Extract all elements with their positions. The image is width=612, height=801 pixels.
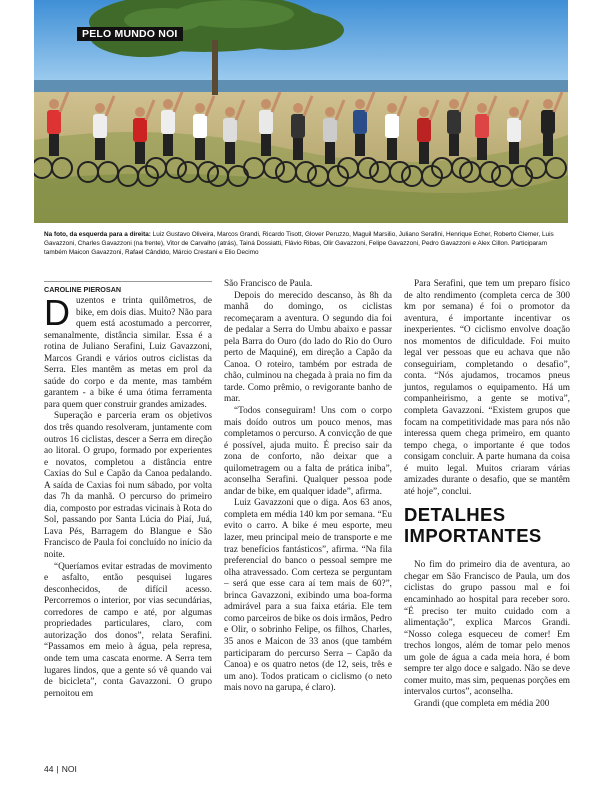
article-column-1 (44, 292, 212, 700)
byline: CAROLINE PIEROSAN (44, 281, 212, 294)
photo-caption (44, 231, 562, 257)
article-column-2 (224, 279, 392, 695)
caption-lead: Na foto, da esquerda para a direita: (44, 231, 151, 238)
article-paragraph: “Queríamos evitar estradas de movimento e asfalto, então pesquisei lugares desconhecidos, de difícil acesso. Percorremos o interior, por vias secundárias, corredores de campo e até, por algumas propriedades particulares, claro, com autorização dos donos”, relata Serafini. “Passamos em meio à água, pela represa, onde tem uma cascata enorme. A Serra tem lugares lindos, que a gente só vê quando vai de bicicleta”, conta Gavazzoni. O grupo pernoitou em (44, 561, 212, 699)
article-column-3 (404, 279, 570, 711)
article-paragraph: Depois do merecido descanso, às 8h da manhã do domingo, os ciclistas recomeçaram a aventura. O segundo dia foi de pedalar a Serra do Umbu abaixo e passar pela Barra do Ouro (do lado do Rio do Ouro perto de Maquiné), em direção a Capão da Canoa. O roteiro, também por estrada de chão, culminou na chegada à praia no fim da tarde. Como prêmio, o revigorante banho de mar. (224, 290, 392, 405)
page-number: 44 (44, 764, 54, 774)
section-heading: DETALHES IMPORTANTES (404, 504, 542, 547)
page-footer (44, 764, 77, 774)
article-paragraph: Superação e parceria eram os objetivos dos três quando resolveram, juntamente com outros 16 ciclistas, descer a Serra em direção ao litoral. O grupo, formado por experientes e novatos, completou a distância entre Caxias do Sul e Capão da Canoa pedalando. A saída de Caxias foi num sábado, por volta das 7h da manhã. O percurso do primeiro dia, composto por estradas vicinais à Rota do Sol, passando por Santa Lúcia do Piaí, Juá, Lava Pés, Barragem do Blangue e São Francisco de Paula foi concluído no início da noite. (44, 411, 212, 561)
drop-cap: D (44, 292, 70, 333)
article-paragraph: Grandi (que completa em média 200 (414, 698, 550, 709)
article-paragraph: No fim do primeiro dia de aventura, ao chegar em São Francisco de Paula, um dos ciclistas do grupo passou mal e foi encaminhado ao hospital para receber soro. “É preciso ter muito cuidado com a alimentação”, explica Marcos Grandi. “Nosso colega esqueceu de comer! Em trechos longos, além de tomar pelo menos um gole de água a cada meia hora, é bom sempre ter algo doce e salgado. Não se deve comer muito, mas sim, pequenas porções em intervalos curtos”, aconselha. (404, 560, 570, 698)
article-paragraph: “Todos conseguiram! Uns com o corpo mais doído outros um pouco menos, mas completamos o percurso. A convicção de que é possível, ajuda muito. É preciso sair da zona de conforto, não deixar que a quilometragem ou a falta de prática iniba”, aconselha Serafini. Qualquer pessoa pode andar de bike, em qualquer idade”, afirma. (224, 406, 392, 497)
article-paragraph: Luiz Gavazzoni que o diga. Aos 63 anos, completa em média 140 km por semana. “Eu evito o carro. A bike é meu esporte, meu lazer, meu principal meio de transporte e me traz benefícios fantásticos”, afirma. “Na fila preferencial do banco o pessoal sempre me olha atravessado. Com certeza se perguntam – será que esse cara aí tem mais de 60?”, brinca Gavazzoni, exibindo uma boa-forma admirável para a sua faixa etária. Ele tem como parceiros de bike os dois irmãos, Pedro e Olir, o sobrinho Felipe, os filhos, Charles, 35 anos e Maicon de 33 anos (que também participaram do percurso Serra – Capão da Canoa) e os quatro netos (de 12, seis, três e um ano). Todos praticam o ciclismo (o neto mais novo na garupa, é claro). (224, 498, 393, 694)
section-tag: PELO MUNDO NOI (77, 27, 183, 41)
magazine-name: NOI (61, 764, 77, 774)
article-paragraph: Para Serafini, que tem um preparo físico de alto rendimento (completa cerca de 300 km por semana) é foi o promotor da aventura, é importante incentivar os inexperientes. “O ciclismo envolve doação nos momentos de dificuldade. Foi muito legal ver pessoas que eu achava que não conseguiriam, completando o desafio”, conta. “Nós ajudamos, trocamos pneus juntos, regulamos o equipamento. Há um companheirismo, a gente se motiva”, completa Gavazzoni. “Existem grupos que focam na competitividade mas para nós não interessa quem chega primeiro, em quanto tempo chega, o importante é que todos consigam concluir. A parte humana da coisa é muito legal. Muitos criaram várias amizades durante o desafio, que se mantêm até hoje”, conclui. (404, 279, 570, 497)
article-paragraph: Duzentos e trinta quilômetros, de bike, em dois dias. Muito? Não para quem está acostumado a percorrer, semanalmente, distância similar. Essa é a rotina de Juliano Serafini, Luiz Gavazzoni, Marcos Grandi e vários outros ciclistas da Serra. Eles mantêm as metas em prol da saúde do corpo e da mente, mas também garantem - a bike é uma ótima ferramenta para quem quer construir grandes amizades. (44, 292, 212, 410)
cyclists-group-photo (34, 0, 568, 223)
caption-text: Luiz Gustavo Oliveira, Marcos Grandi, Ricardo Tisott, Glover Peruzzo, Maguil Marsilio, Juliano Serafini, Henrique Echer, Roberto Clemer, Luis Gavazzoni, Charles Gavazzoni (na frente), Vitor de Carvalho (atrás), Tainá Dossiatti, Flávio Ribas, Olir Gavazzoni, Felipe Gavazzoni, Pedro Gavazzoni e Alex Cillon. Participaram também Maicon Gavazzoni, Rafael Cândido, Márcio Crestani e Elio Decimo (44, 231, 554, 256)
footer-separator: | (56, 764, 59, 774)
article-paragraph: São Francisco de Paula. (224, 279, 313, 289)
